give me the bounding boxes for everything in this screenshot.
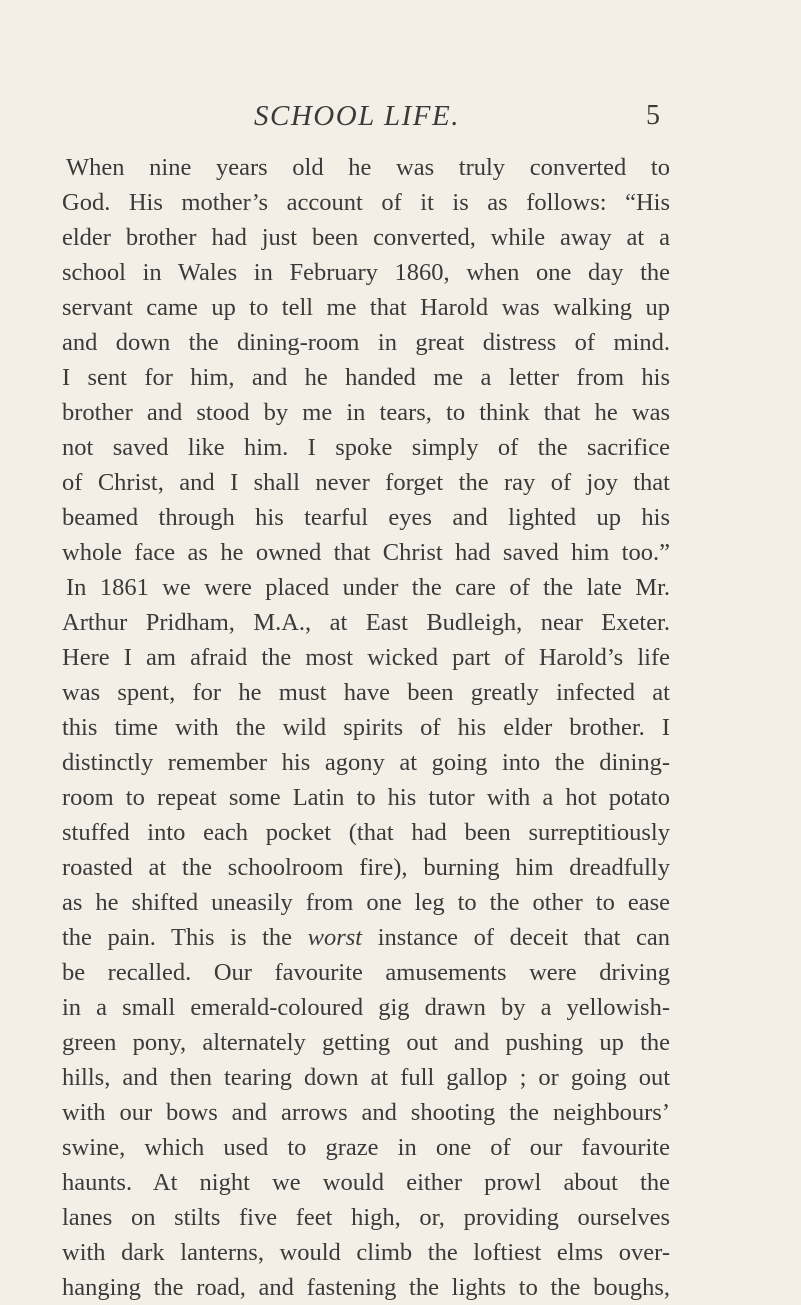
- text-line: hills, and then tearing down at full gallop ; or going out: [62, 1064, 670, 1091]
- text-line: in a small emerald-coloured gig drawn by a yellowish-: [62, 994, 670, 1021]
- text-line: swine, which used to graze in one of our favourite: [62, 1134, 670, 1161]
- text-line: distinctly remember his agony at going into the dining-: [62, 749, 670, 776]
- text-line: and down the dining-room in great distress of mind.: [62, 329, 670, 356]
- text-line: with dark lanterns, would climb the loftiest elms over-: [62, 1239, 670, 1266]
- text-line: roasted at the schoolroom fire), burning him dreadfully: [62, 854, 670, 881]
- text-line: green pony, alternately getting out and pushing up the: [62, 1029, 670, 1056]
- text-line: Here I am afraid the most wicked part of Harold’s life: [62, 644, 670, 671]
- text-line: beamed through his tearful eyes and lighted up his: [62, 504, 670, 531]
- text-line: of Christ, and I shall never forget the ray of joy that: [62, 469, 670, 496]
- text-line: room to repeat some Latin to his tutor with a hot potato: [62, 784, 670, 811]
- text-line: elder brother had just been converted, while away at a: [62, 224, 670, 251]
- text-line: with our bows and arrows and shooting the neighbours’: [62, 1099, 670, 1126]
- text-line: school in Wales in February 1860, when one day the: [62, 259, 670, 286]
- text-line: this time with the wild spirits of his elder brother. I: [62, 714, 670, 741]
- text-line: the pain. This is the worst instance of deceit that can: [62, 924, 670, 951]
- text-line: I sent for him, and he handed me a letter from his: [62, 364, 670, 391]
- text-line: hanging the road, and fastening the lights to the boughs,: [62, 1274, 670, 1301]
- text-line: haunts. At night we would either prowl about the: [62, 1169, 670, 1196]
- text-line: brother and stood by me in tears, to think that he was: [62, 399, 670, 426]
- text-line: Arthur Pridham, M.A., at East Budleigh, near Exeter.: [62, 609, 670, 636]
- page-number: 5: [646, 100, 660, 131]
- text-line: servant came up to tell me that Harold was walking up: [62, 294, 670, 321]
- text-line: When nine years old he was truly converted to: [66, 154, 670, 181]
- text-line: stuffed into each pocket (that had been surreptitiously: [62, 819, 670, 846]
- body-text: [62, 150, 670, 1305]
- text-line: not saved like him. I spoke simply of the sacrifice: [62, 434, 670, 461]
- text-line: In 1861 we were placed under the care of the late Mr.: [66, 574, 670, 601]
- running-title: SCHOOL LIFE.: [254, 100, 460, 132]
- text-line: lanes on stilts five feet high, or, providing ourselves: [62, 1204, 670, 1231]
- running-head: [62, 92, 660, 132]
- text-line: was spent, for he must have been greatly infected at: [62, 679, 670, 706]
- text-line: God. His mother’s account of it is as follows: “His: [62, 189, 670, 216]
- text-line: as he shifted uneasily from one leg to the other to ease: [62, 889, 670, 916]
- text-line: be recalled. Our favourite amusements were driving: [62, 959, 670, 986]
- text-line: whole face as he owned that Christ had saved him too.”: [62, 539, 670, 566]
